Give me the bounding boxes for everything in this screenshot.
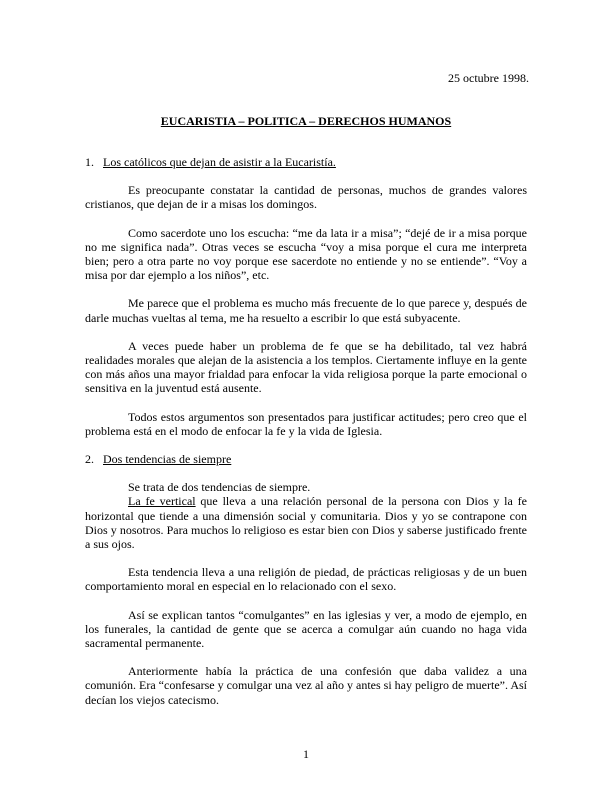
document-body [85,155,527,721]
document-title: EUCARISTIA – POLITICA – DERECHOS HUMANOS [160,114,452,128]
paragraph: A veces puede haber un problema de fe que se ha debilitado, tal vez habrá realidades morales que alejan de la asistencia a los templos. Ciertamente influye en la gente con más años una mayor frialdad para enfocar la vida religiosa porque la parte emocional o sensitiva en la juventud está ausente. [85,338,527,396]
section-title: Los católicos que dejan de asistir a la Eucaristía. [103,155,336,169]
section-title: Dos tendencias de siempre [103,452,232,467]
page-number: 1 [303,747,309,761]
paragraph: Me parece que el problema es mucho más frecuente de lo que parece y, después de darle muchas vueltas al tema, me ha resuelto a escribir lo que está subyacente. [85,296,527,325]
paragraph: Todos estos argumentos son presentados para justificar actitudes; pero creo que el problema está en el modo de enfocar la fe y la vida de Iglesia. [85,409,527,438]
section-heading-1 [85,155,527,169]
section-number: 2. [85,452,94,467]
paragraph: Esta tendencia lleva a una religión de piedad, de prácticas religiosas y de un buen comportamiento moral en especial en lo relacionado con el sexo. [85,565,527,594]
paragraph-fe-vertical [85,494,527,551]
section-number: 1. [85,155,94,169]
paragraph: Como sacerdote uno los escucha: “me da lata ir a misa”; “dejé de ir a misa porque no me significa nada”. Otras veces se escucha “voy a misa porque el cura me interpreta bien; pero a otra parte no voy porque ese sacerdote no entiende y no se entiende”. “Voy a misa por dar ejemplo a los niños”, etc. [85,225,527,283]
paragraph: Así se explican tantos “comulgantes” en las iglesias y ver, a modo de ejemplo, en los funerales, la cantidad de gente que se acerca a comulgar aún cuando no haga vida sacramental permanente. [85,607,527,651]
document-date: 25 octubre 1998. [448,71,529,85]
paragraph: Se trata de dos tendencias de siempre. [128,480,311,495]
paragraph: Anteriormente había la práctica de una confesión que daba validez a una comunión. Era “confesarse y comulgar una vez al año y antes si hay peligro de muerte”. Así decían los viejos catecismo. [85,664,527,707]
underlined-term: La fe vertical [128,494,196,509]
section-heading-2 [85,452,527,466]
paragraph-text: que lleva a una relación personal de la persona con Dios y la fe horizontal que tiende a una dimensión social y comunitaria. Dios y yo se contrapone con Dios y nosotros. Para muchos lo religioso es estar bien con Dios y saberse justificado frente a sus ojos. [85,494,527,552]
paragraph: Es preocupante constatar la cantidad de personas, muchos de grandes valores cristianos, que dejan de ir a misas los domingos. [85,183,527,212]
